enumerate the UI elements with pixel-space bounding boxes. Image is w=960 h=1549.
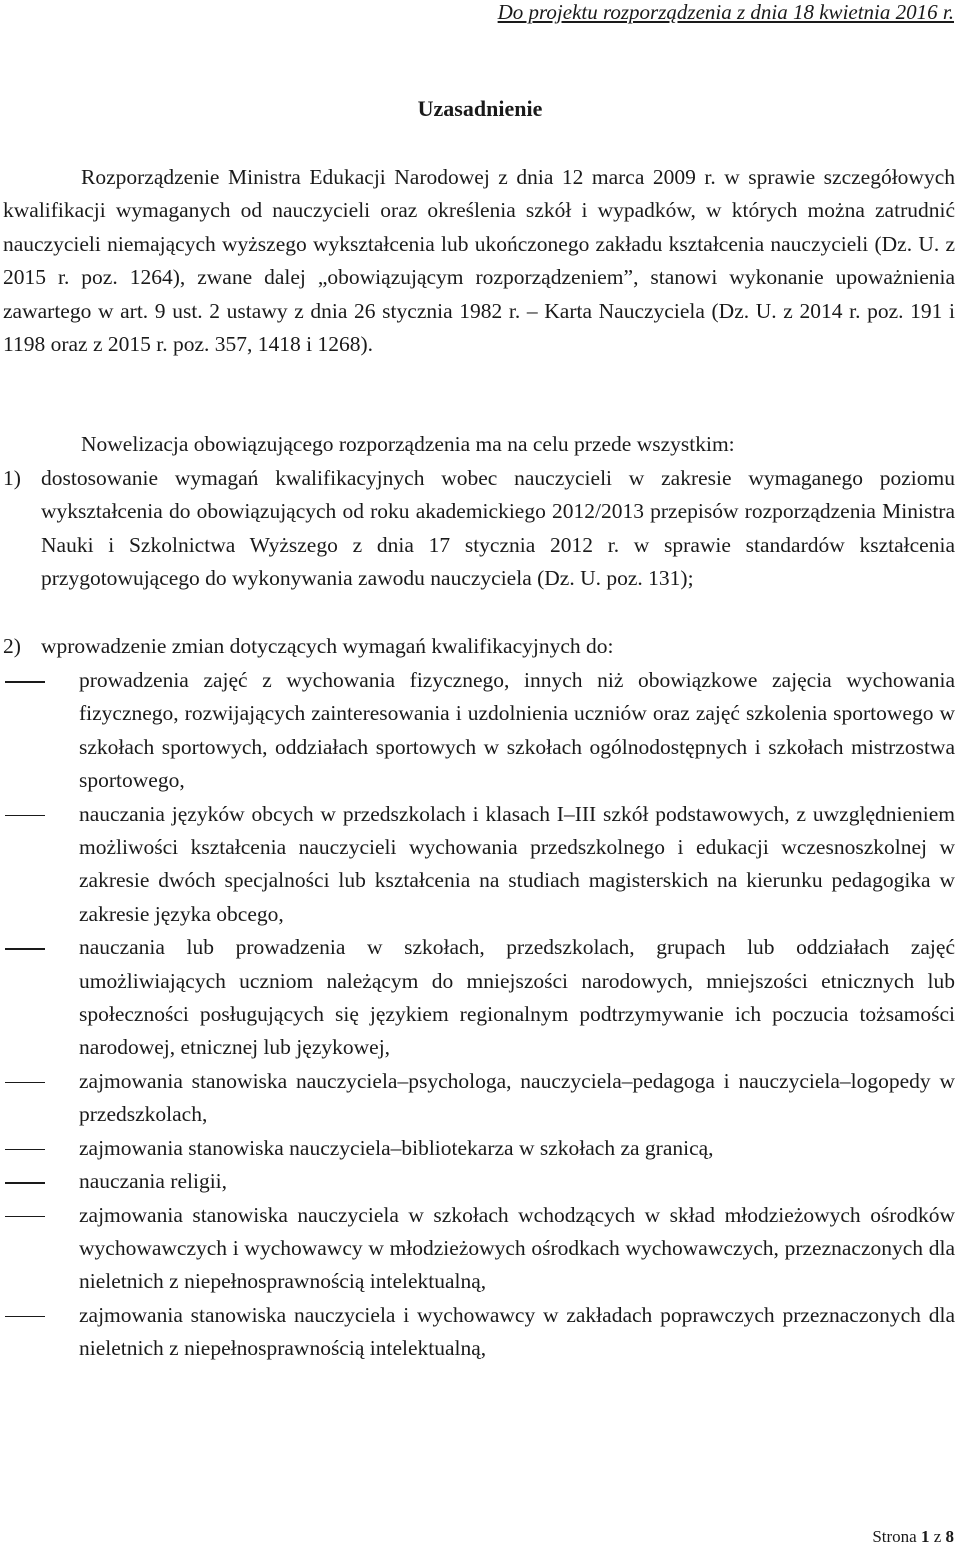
dash-list-item-text: zajmowania stanowiska nauczyciela–psychologa, nauczyciela–pedagoga i nauczyciela–logopedy w przedszkolach, [79,1068,955,1127]
dash-list-item-text: prowadzenia zajęć z wychowania fizycznego, innych niż obowiązkowe zajęcia wychowania fizycznego, rozwijających zainteresowania i uzdolnienia uczniów oraz zajęć szkolenia sportowego w szkołach sportowych, oddziałach sportowych w szkołach ogólnodostępnych i szkołach mistrzostwa sportowego, [79,668,955,793]
list-item-number: 2) [3,634,21,658]
dash-list [3,664,955,1366]
dash-list-item [3,1065,955,1132]
dash-list-item [3,931,955,1065]
dash-list-item [3,1165,955,1198]
dash-list-item [3,1132,955,1165]
document-title: Uzasadnienie [417,96,543,121]
dash-list-item [3,1299,955,1366]
dash-list-item [3,664,955,798]
list-item-number: 1) [3,466,21,490]
dash-list-item [3,798,955,932]
page-label: Strona [872,1527,921,1546]
page-total: 8 [945,1527,954,1546]
header-note: Do projektu rozporządzenia z dnia 18 kwietnia 2016 r. [497,0,954,24]
list-item-text: dostosowanie wymagań kwalifikacyjnych wobec nauczycieli w zakresie wymaganego poziomu wykształcenia do obowiązujących od roku akademickiego 2012/2013 przepisów rozporządzenia Ministra Nauki i Szkolnictwa Wyższego z dnia 17 stycznia 2012 r. w sprawie standardów kształcenia przygotowującego do wykonywania zawodu nauczyciela (Dz. U. poz. 131); [41,466,955,591]
page-separator: z [929,1527,946,1546]
page-footer [872,1527,954,1547]
dash-list-item-text: zajmowania stanowiska nauczyciela i wychowawcy w zakładach poprawczych przeznaczonych dla nieletnich z niepełnosprawnością intelektualną, [79,1302,955,1361]
dash-list-item-text: zajmowania stanowiska nauczyciela–bibliotekarza w szkołach za granicą, [79,1135,714,1160]
purpose-paragraph: Nowelizacja obowiązującego rozporządzenia ma na celu przede wszystkim: [81,432,735,456]
dash-list-item [3,1199,955,1299]
list-item-text: wprowadzenie zmian dotyczących wymagań kwalifikacyjnych do: [41,634,614,658]
intro-paragraph: Rozporządzenie Ministra Edukacji Narodowej z dnia 12 marca 2009 r. w sprawie szczegółowych kwalifikacji wymaganych od nauczycieli oraz określenia szkół i wypadków, w których można zatrudnić nauczycieli niemających wyższego wykształcenia lub ukończonego zakładu kształcenia nauczycieli (Dz. U. z 2015 r. poz. 1264), zwane dalej „obowiązującym rozporządzeniem”, stanowi wykonanie upoważnienia zawartego w art. 9 ust. 2 ustawy z dnia 26 stycznia 1982 r. – Karta Nauczyciela (Dz. U. z 2014 r. poz. 191 i 1198 oraz z 2015 r. poz. 357, 1418 i 1268). [3,165,955,357]
page-number: 1 [920,1527,930,1546]
dash-list-item-text: zajmowania stanowiska nauczyciela w szkołach wchodzących w skład młodzieżowych ośrodków wychowawczych i wychowawcy w młodzieżowych ośrodkach wychowawczych, przeznaczonych dla nieletnich z niepełnosprawnością intelektualną, [79,1202,955,1294]
dash-list-item-text: nauczania języków obcych w przedszkolach i klasach I–III szkół podstawowych, z uwzględnieniem możliwości kształcenia nauczycieli wychowania przedszkolnego i edukacji wczesnoszkolnej w zakresie dwóch specjalności lub kształcenia na studiach magisterskich na kierunku pedagogika w zakresie języka obcego, [79,801,955,926]
dash-list-item-text: nauczania lub prowadzenia w szkołach, przedszkolach, grupach lub oddziałach zajęć umożliwiających uczniom należącym do mniejszości narodowych, mniejszości etnicznych lub społeczności posługujących się językiem regionalnym podtrzymywanie ich poczucia tożsamości narodowej, etnicznej lub językowej, [79,935,955,1060]
dash-list-item-text: nauczania religii, [79,1169,228,1194]
